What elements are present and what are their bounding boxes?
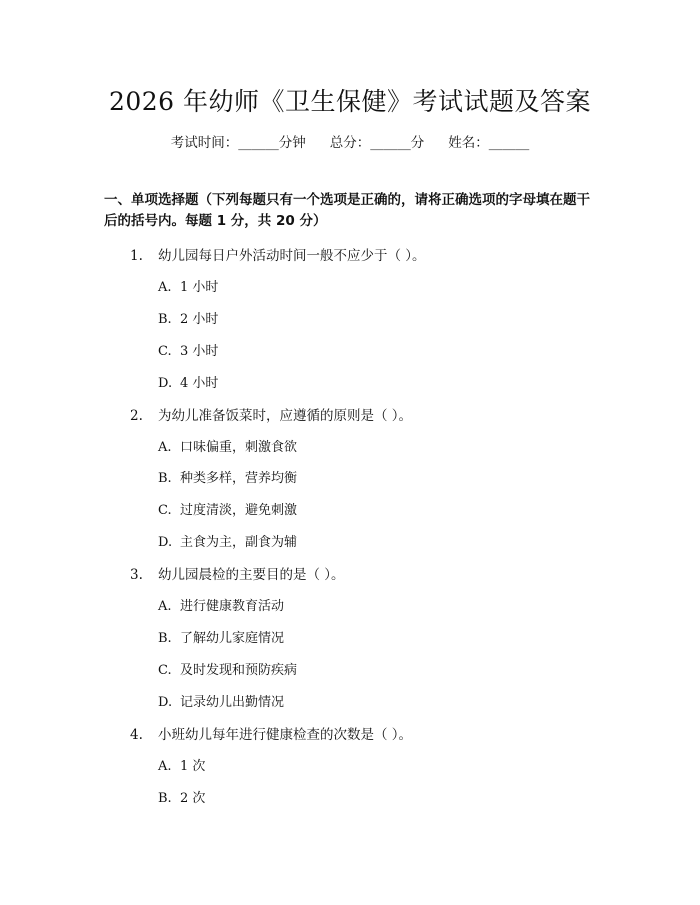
question-number: 1. — [130, 248, 143, 264]
score-unit: 分 — [410, 135, 425, 151]
option-text: 记录幼儿出勤情况 — [180, 695, 285, 710]
name-label: 姓名： — [448, 135, 489, 151]
option-3a — [158, 595, 284, 614]
section-heading: 一、单项选择题（下列每题只有一个选项是正确的，请将正确选项的字母填在题干后的括号内。每题 1 分，共 20 分） — [104, 192, 590, 229]
question-text: 小班幼儿每年进行健康检查的次数是（ ）。 — [158, 727, 413, 743]
question-text: 为幼儿准备饭菜时，应遵循的原则是（ ）。 — [158, 408, 413, 424]
option-letter: B. — [158, 631, 172, 646]
option-4b — [158, 787, 205, 806]
exam-meta-line — [0, 131, 700, 151]
option-text: 2 小时 — [180, 312, 219, 327]
question-3 — [130, 563, 345, 583]
option-text: 及时发现和预防疾病 — [180, 663, 298, 678]
question-number: 2. — [130, 408, 143, 424]
option-2d — [158, 531, 297, 550]
option-text: 口味偏重，刺激食欲 — [180, 440, 298, 455]
score-label: 总分： — [329, 135, 371, 151]
option-text: 进行健康教育活动 — [180, 599, 285, 614]
time-label: 考试时间： — [170, 135, 239, 151]
question-text: 幼儿园每日户外活动时间一般不应少于（ ）。 — [158, 248, 426, 264]
option-text: 主食为主，副食为辅 — [180, 535, 298, 550]
time-blank: ______ — [238, 135, 279, 151]
option-letter: A. — [158, 280, 172, 295]
option-2a — [158, 436, 297, 455]
option-text: 1 小时 — [180, 280, 219, 295]
option-text: 3 小时 — [180, 344, 219, 359]
option-2c — [158, 499, 297, 518]
option-text: 4 小时 — [180, 376, 219, 391]
option-3c — [158, 659, 297, 678]
option-text: 2 次 — [180, 791, 206, 806]
option-letter: B. — [158, 791, 172, 806]
option-text: 种类多样，营养均衡 — [180, 471, 298, 486]
option-letter: B. — [158, 312, 172, 327]
option-letter: C. — [158, 503, 172, 518]
option-letter: D. — [158, 535, 173, 550]
option-letter: C. — [158, 344, 172, 359]
option-text: 1 次 — [180, 759, 206, 774]
name-blank: ______ — [488, 135, 530, 151]
option-letter: C. — [158, 663, 172, 678]
question-4 — [130, 723, 412, 743]
score-blank: ______ — [370, 135, 411, 151]
option-3d — [158, 691, 284, 710]
option-4a — [158, 755, 205, 774]
option-letter: B. — [158, 471, 172, 486]
option-1a — [158, 276, 218, 295]
time-unit: 分钟 — [278, 135, 306, 151]
option-text: 了解幼儿家庭情况 — [180, 631, 285, 646]
option-letter: A. — [158, 440, 172, 455]
question-text: 幼儿园晨检的主要目的是（ ）。 — [158, 567, 345, 583]
question-number: 3. — [130, 567, 143, 583]
option-letter: A. — [158, 599, 172, 614]
option-text: 过度清淡，避免刺激 — [180, 503, 298, 518]
option-1c — [158, 340, 218, 359]
option-1b — [158, 308, 218, 327]
option-3b — [158, 627, 284, 646]
question-1 — [130, 244, 426, 264]
exam-title: 2026 年幼师《卫生保健》考试试题及答案 — [108, 87, 592, 116]
option-2b — [158, 467, 297, 486]
option-letter: A. — [158, 759, 172, 774]
question-2 — [130, 404, 412, 424]
option-letter: D. — [158, 695, 173, 710]
option-letter: D. — [158, 376, 173, 391]
question-number: 4. — [130, 727, 143, 743]
option-1d — [158, 372, 218, 391]
